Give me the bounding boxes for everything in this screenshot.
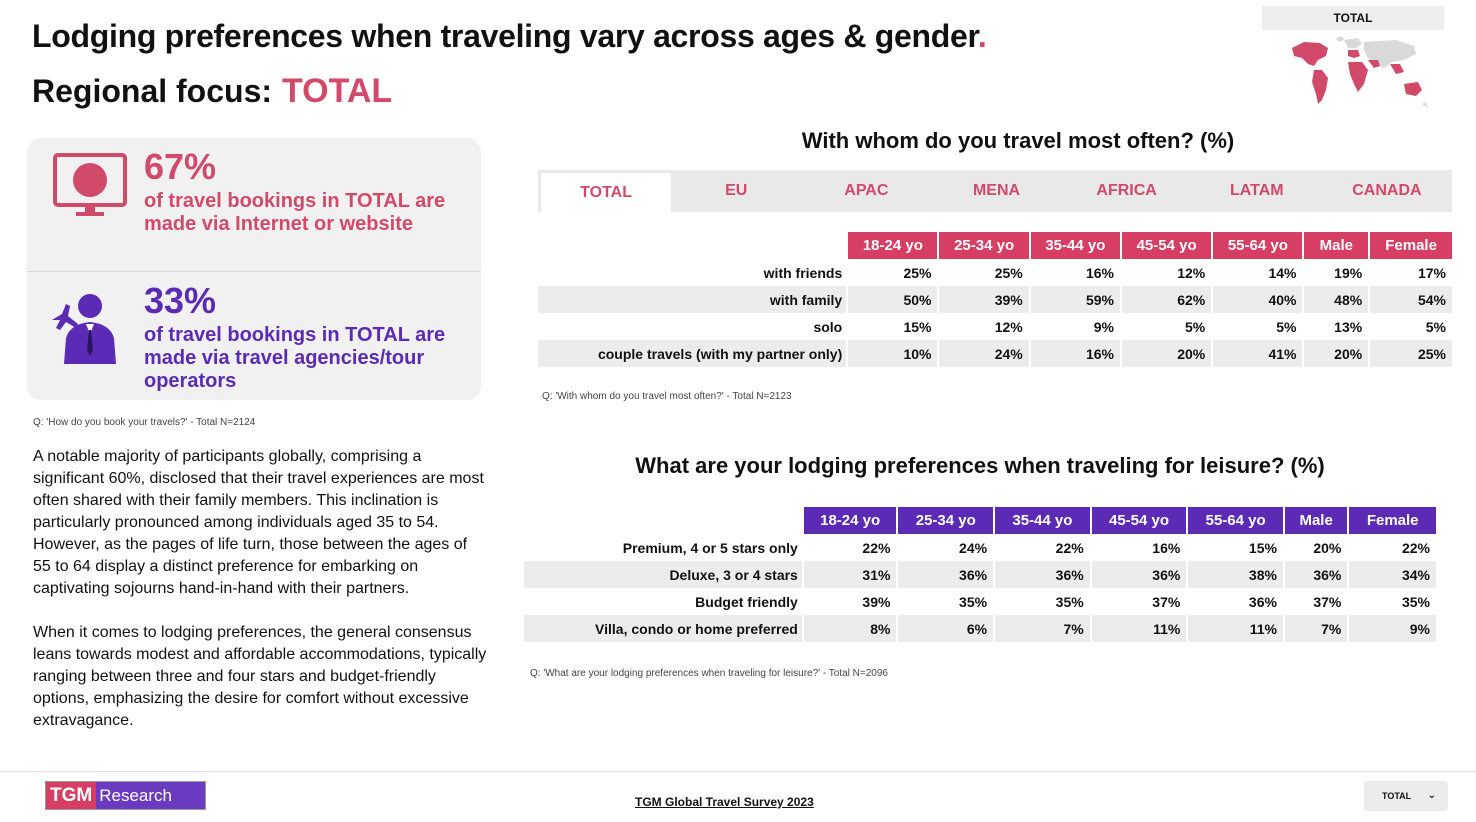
table-cell: 48% — [1304, 286, 1368, 313]
region-select[interactable] — [1364, 781, 1448, 811]
table-cell: 8% — [804, 615, 897, 642]
table-header-blank — [524, 507, 802, 534]
stat-agencies-text: of travel bookings in TOTAL are made via travel agencies/tour operators — [144, 324, 446, 392]
table-cell: 16% — [1031, 340, 1120, 367]
table-cell: 39% — [862, 593, 891, 610]
table-cell: 5% — [1185, 318, 1206, 335]
lodging-table — [522, 507, 1438, 642]
table-row — [538, 259, 1452, 286]
table-cell: 59% — [1031, 286, 1120, 313]
table-cell: 25% — [1370, 340, 1452, 367]
page-title — [32, 18, 987, 55]
tgm-logo — [45, 781, 206, 810]
table-cell: 11% — [1092, 615, 1187, 642]
table-cell: 36% — [1248, 593, 1277, 610]
survey-title-link[interactable]: TGM Global Travel Survey 2023 — [635, 795, 814, 809]
column-header: 18-24 yo — [804, 507, 897, 534]
table-cell: 24% — [939, 340, 1028, 367]
table-cell: 20% — [1313, 539, 1342, 556]
stat-internet-text: of travel bookings in TOTAL are made via Internet or website — [144, 190, 446, 235]
table-cell: 14% — [1268, 264, 1297, 281]
column-header: 55-64 yo — [1213, 232, 1302, 259]
table-cell: 35% — [959, 593, 988, 610]
table-cell: 9% — [1349, 615, 1436, 642]
regional-focus-value: TOTAL — [282, 72, 393, 110]
table-cell: 25% — [994, 264, 1023, 281]
table-cell: 22% — [1055, 539, 1084, 556]
table-cell: 15% — [903, 318, 932, 335]
table-cell: 35% — [1055, 593, 1084, 610]
travel-with-table — [536, 232, 1454, 367]
table-cell: 17% — [1417, 264, 1446, 281]
table-header-row — [524, 507, 1436, 534]
tab-latam[interactable]: LATAM — [1229, 182, 1284, 199]
table-row — [524, 588, 1436, 615]
monitor-icon — [52, 152, 128, 220]
travel-agent-icon — [50, 290, 122, 364]
table-cell: 11% — [1188, 615, 1283, 642]
table-cell: 9% — [1093, 318, 1114, 335]
stat-agencies — [144, 280, 472, 393]
row-label: with family — [538, 286, 846, 313]
table-cell: 40% — [1213, 286, 1302, 313]
column-header: 25-34 yo — [898, 507, 993, 534]
regional-focus — [32, 72, 392, 111]
table-cell: 7% — [1285, 615, 1347, 642]
table-row — [538, 313, 1452, 340]
tab-total[interactable]: TOTAL — [541, 173, 671, 212]
column-header: 55-64 yo — [1188, 507, 1283, 534]
stat-agencies-percent: 33% — [144, 280, 217, 321]
table-row — [524, 615, 1436, 642]
map-label: TOTAL — [1262, 6, 1444, 30]
table-cell: 36% — [1285, 561, 1347, 588]
travel-with-note: Q: 'With whom do you travel most often?' - Total N=2123 — [542, 391, 792, 402]
table-cell: 25% — [903, 264, 932, 281]
logo-left-text: TGM — [46, 782, 96, 809]
table-row — [538, 340, 1452, 367]
table-cell: 20% — [1122, 340, 1211, 367]
table-cell: 39% — [939, 286, 1028, 313]
table-header-row — [538, 232, 1452, 259]
table-cell: 12% — [994, 318, 1023, 335]
title-dot: . — [977, 18, 987, 54]
table-cell: 22% — [1401, 539, 1430, 556]
travel-with-title: With whom do you travel most often? (%) — [801, 128, 1235, 153]
table-cell: 41% — [1213, 340, 1302, 367]
tab-africa[interactable]: AFRICA — [1096, 182, 1157, 199]
stat-internet — [144, 146, 472, 236]
row-label: with friends — [763, 264, 843, 281]
table-row — [524, 534, 1436, 561]
page-title-text: Lodging preferences when traveling vary across ages & gender — [32, 18, 978, 54]
row-label: couple travels (with my partner only) — [538, 340, 846, 367]
column-header: Male — [1285, 507, 1347, 534]
table-cell: 34% — [1349, 561, 1436, 588]
column-header: 35-44 yo — [1031, 232, 1120, 259]
world-map-icon — [1284, 34, 1434, 112]
column-header: 18-24 yo — [848, 232, 937, 259]
table-cell: 7% — [995, 615, 1090, 642]
row-label: Deluxe, 3 or 4 stars — [524, 561, 802, 588]
lodging-note: Q: 'What are your lodging preferences when traveling for leisure?' - Total N=2096 — [530, 668, 888, 679]
table-cell: 54% — [1370, 286, 1452, 313]
tab-mena[interactable]: MENA — [972, 182, 1021, 199]
stat-internet-percent: 67% — [144, 146, 217, 187]
table-cell: 10% — [848, 340, 937, 367]
table-cell: 13% — [1334, 318, 1363, 335]
table-cell: 6% — [898, 615, 993, 642]
table-cell: 22% — [862, 539, 891, 556]
table-cell: 5% — [1276, 318, 1297, 335]
footer-divider — [0, 771, 1476, 772]
tab-canada[interactable]: CANADA — [1352, 182, 1422, 199]
table-cell: 15% — [1248, 539, 1277, 556]
chevron-down-icon: ⌄ — [1427, 790, 1436, 801]
table-cell: 19% — [1334, 264, 1363, 281]
row-label: Budget friendly — [695, 593, 798, 610]
booking-note: Q: 'How do you book your travels?' - Total N=2124 — [33, 417, 256, 428]
row-label: Villa, condo or home preferred — [524, 615, 802, 642]
tab-apac[interactable]: APAC — [844, 182, 889, 199]
paragraph-lodging: When it comes to lodging preferences, the general consensus leans towards modest and affordable accommodations, typically ranging between three and four stars and budget-friendly options, emphasizing the desire for comfort without excessive extravagance. — [33, 624, 487, 729]
regional-focus-label: Regional focus: — [32, 73, 273, 109]
table-cell: 37% — [1152, 593, 1181, 610]
table-cell: 31% — [804, 561, 897, 588]
column-header: 35-44 yo — [995, 507, 1090, 534]
column-header: 45-54 yo — [1122, 232, 1211, 259]
column-header: Female — [1370, 232, 1452, 259]
table-cell: 16% — [1152, 539, 1181, 556]
tab-eu[interactable]: EU — [725, 182, 748, 199]
table-cell: 16% — [1085, 264, 1114, 281]
table-cell: 37% — [1313, 593, 1342, 610]
world-map-widget — [1262, 6, 1444, 112]
table-cell: 35% — [1401, 593, 1430, 610]
logo-right-text: Research — [96, 782, 205, 809]
stats-divider — [27, 271, 481, 272]
table-cell: 36% — [898, 561, 993, 588]
region-select-value: TOTAL — [1382, 791, 1412, 801]
table-cell: 12% — [1177, 264, 1206, 281]
table-cell: 36% — [1092, 561, 1187, 588]
column-header: Male — [1304, 232, 1368, 259]
row-label: Premium, 4 or 5 stars only — [622, 539, 798, 556]
lodging-title: What are your lodging preferences when traveling for leisure? (%) — [635, 453, 1325, 478]
table-cell: 20% — [1304, 340, 1368, 367]
paragraph-travel-companions: A notable majority of participants globally, comprising a significant 60%, disclosed that their travel experiences are most often shared with their family members. This inclination is particularly pronounced among individuals aged 35 to 54. However, as the pages of life turn, those between the ages of 55 to 64 display a distinct preference for embarking on captivating sojourns hand-in-hand with their partners. — [33, 448, 484, 597]
table-cell: 38% — [1188, 561, 1283, 588]
table-row — [538, 286, 1452, 313]
table-header-blank — [538, 232, 846, 259]
table-cell: 50% — [848, 286, 937, 313]
column-header: Female — [1349, 507, 1436, 534]
table-cell: 62% — [1122, 286, 1211, 313]
table-cell: 24% — [959, 539, 988, 556]
table-cell: 5% — [1425, 318, 1446, 335]
table-row — [524, 561, 1436, 588]
column-header: 45-54 yo — [1092, 507, 1187, 534]
row-label: solo — [813, 318, 843, 335]
region-tabs — [538, 170, 1452, 212]
column-header: 25-34 yo — [939, 232, 1028, 259]
table-cell: 36% — [995, 561, 1090, 588]
